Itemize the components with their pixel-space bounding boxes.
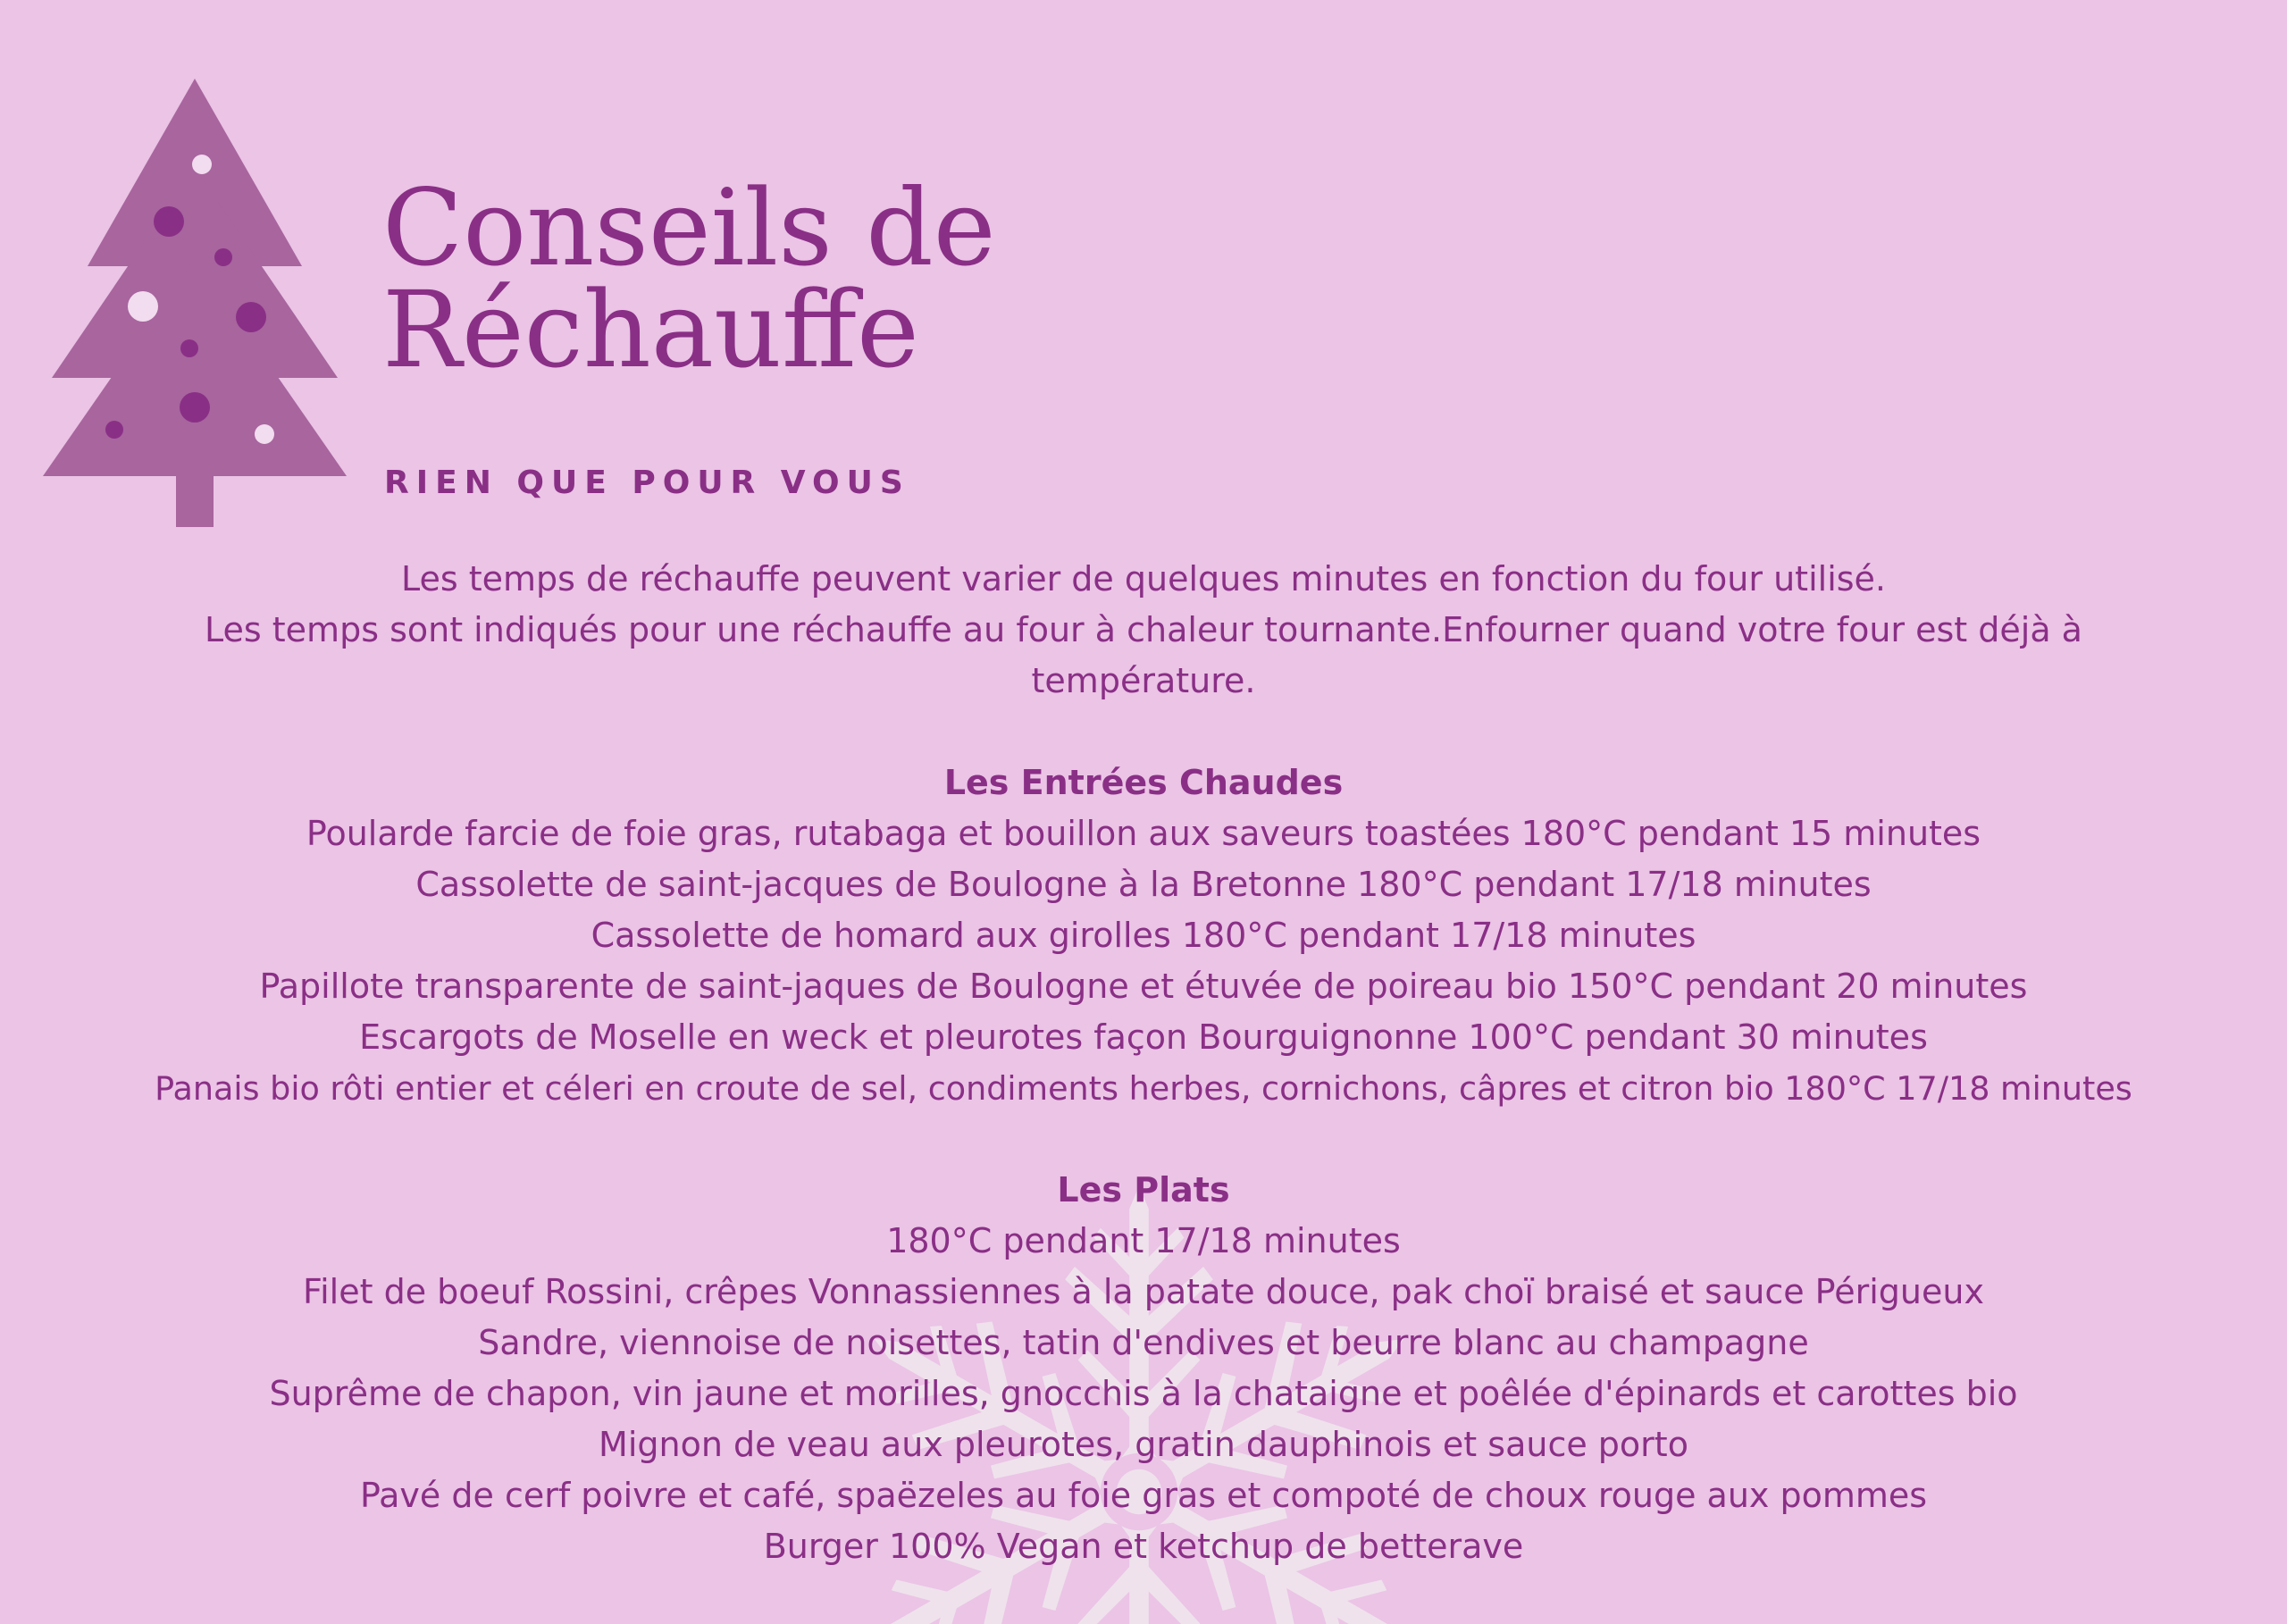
page-title: [382, 166, 996, 391]
list-item: Papillote transparente de saint-jaques de Boulogne et étuvée de poireau bio 150°C pendant 20 minutes: [259, 967, 2028, 1006]
intro-line-2: Les temps sont indiqués pour une réchauffe au four à chaleur tournante.Enfourner quand votre four est déjà à température.: [205, 610, 2082, 700]
section-title-entrees: Les Entrées Chaudes: [943, 763, 1344, 802]
list-item: Cassolette de homard aux girolles 180°C pendant 17/18 minutes: [591, 916, 1696, 955]
section-subtitle-plats: 180°C pendant 17/18 minutes: [886, 1221, 1401, 1260]
list-item: Sandre, viennoise de noisettes, tatin d'endives et beurre blanc au champagne: [478, 1323, 1809, 1362]
intro-text: [36, 554, 2251, 707]
list-item: Panais bio rôti entier et céleri en croute de sel, condiments herbes, cornichons, câpres et citron bio 180°C 17/18 minutes: [155, 1069, 2132, 1108]
list-item: Filet de boeuf Rossini, crêpes Vonnassiennes à la patate douce, pak choï braisé et sauce Périgueux: [303, 1272, 1984, 1311]
christmas-tree-icon: [43, 79, 347, 527]
reheating-instructions: [36, 554, 2251, 1572]
list-item: Escargots de Moselle en weck et pleurotes façon Bourguignonne 100°C pendant 30 minutes: [359, 1017, 1928, 1057]
section-plats: [36, 1165, 2251, 1572]
title-line-1: Conseils de: [382, 166, 996, 289]
list-item: Pavé de cerf poivre et café, spaëzeles au foie gras et compoté de choux rouge aux pommes: [359, 1476, 1928, 1515]
list-item: Cassolette de saint-jacques de Boulogne à la Bretonne 180°C pendant 17/18 minutes: [415, 865, 1872, 904]
list-item: Poularde farcie de foie gras, rutabaga et bouillon aux saveurs toastées 180°C pendant 15 minutes: [306, 814, 1981, 853]
section-entrees: [36, 758, 2251, 1114]
tagline: RIEN QUE POUR VOUS: [384, 465, 910, 501]
list-item: Suprême de chapon, vin jaune et morilles, gnocchis à la chataigne et poêlée d'épinards et carottes bio: [269, 1374, 2018, 1413]
title-line-2: Réchauffe: [382, 268, 919, 391]
list-item: Mignon de veau aux pleurotes, gratin dauphinois et sauce porto: [599, 1425, 1688, 1464]
intro-line-1: Les temps de réchauffe peuvent varier de quelques minutes en fonction du four utilisé.: [400, 559, 1887, 599]
section-title-plats: Les Plats: [1057, 1170, 1230, 1210]
list-item: Burger 100% Vegan et ketchup de betterave: [763, 1527, 1524, 1566]
